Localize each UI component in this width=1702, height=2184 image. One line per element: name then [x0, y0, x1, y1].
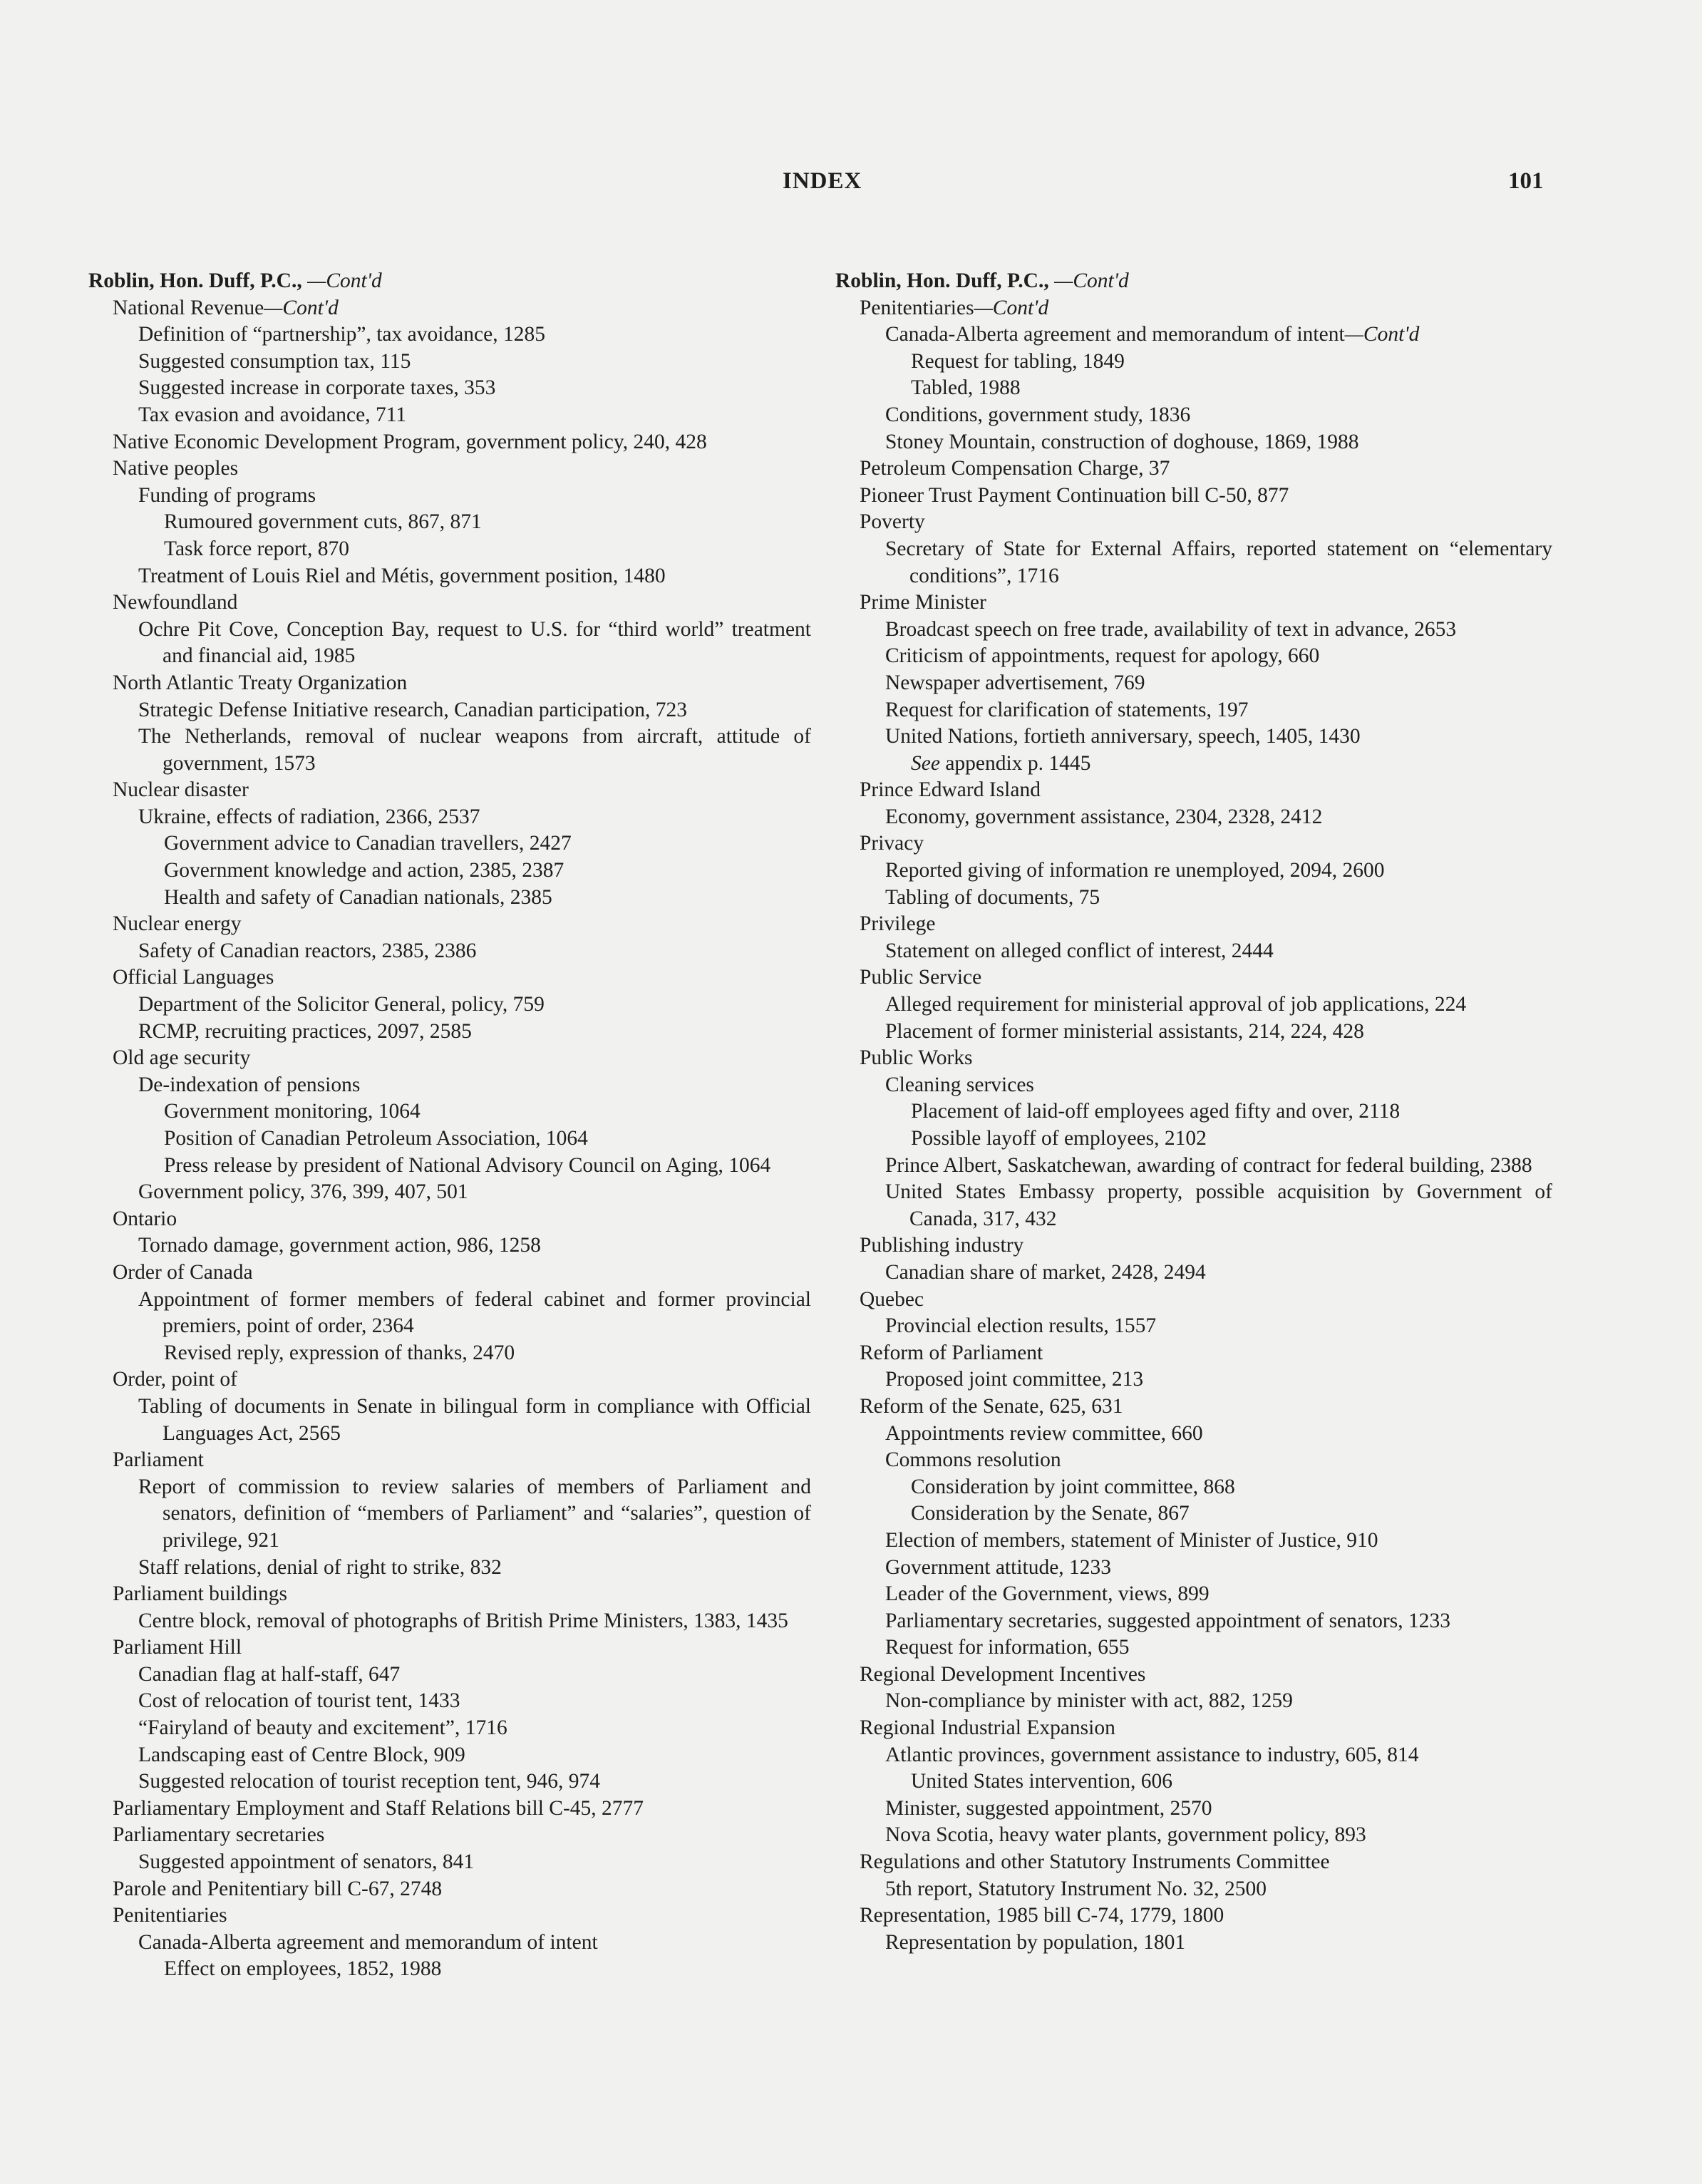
index-entry-text: Staff relations, denial of right to strike, 832 [138, 1555, 502, 1579]
index-entry [88, 1608, 811, 1635]
index-entry [835, 1662, 1552, 1689]
index-entry-text: Representation by population, 1801 [885, 1930, 1186, 1954]
index-entry-text: Provincial election results, 1557 [885, 1314, 1157, 1338]
index-entry-text: Privilege [860, 912, 936, 936]
index-entry [835, 429, 1552, 456]
index-entry [835, 536, 1552, 589]
index-entry-text: RCMP, recruiting practices, 2097, 2585 [138, 1019, 472, 1043]
index-entry [88, 1849, 811, 1876]
index-entry-text: Possible layoff of employees, 2102 [911, 1127, 1207, 1150]
index-entry-text: Reported giving of information re unemployed, 2094, 2600 [885, 859, 1385, 882]
index-entry [88, 1045, 811, 1072]
index-entry [88, 857, 811, 885]
index-entry-text: Canada-Alberta agreement and memorandum of intent [138, 1930, 598, 1954]
index-column-left [88, 268, 811, 1983]
index-entry-text: Prince Albert, Saskatchewan, awarding of contract for federal building, 2388 [885, 1153, 1532, 1177]
index-entry [88, 589, 811, 617]
index-entry [835, 1126, 1552, 1153]
index-entry-text: Government advice to Canadian travellers, 2427 [164, 832, 572, 855]
index-entry-text: Tabling of documents, 75 [885, 885, 1100, 909]
index-entry-text: Treatment of Louis Riel and Métis, government position, 1480 [138, 564, 666, 587]
index-entry-text: Parliament [113, 1448, 204, 1472]
index-entry-text: Alleged requirement for ministerial approval of job applications, 224 [885, 993, 1467, 1016]
index-entry [835, 1019, 1552, 1046]
index-entry [88, 402, 811, 429]
index-entry-text: Landscaping east of Centre Block, 909 [138, 1743, 465, 1766]
index-entry-text: United States Embassy property, possible acquisition by Government of Canada, 317, 432 [885, 1180, 1552, 1230]
index-entry [835, 723, 1552, 751]
index-entry [835, 697, 1552, 724]
index-entry-text: Government policy, 376, 399, 407, 501 [138, 1180, 468, 1204]
index-entry-text: Canadian flag at half-staff, 647 [138, 1662, 401, 1686]
index-entry-text: Ukraine, effects of radiation, 2366, 2537 [138, 805, 480, 828]
index-entry-text: Reform of the Senate, 625, 631 [860, 1394, 1123, 1418]
index-entry [88, 1474, 811, 1555]
index-entry-text: 5th report, Statutory Instrument No. 32, 2500 [885, 1877, 1267, 1900]
index-entry-text: Funding of programs [138, 483, 316, 507]
index-entry [88, 1902, 811, 1930]
index-entry [835, 349, 1552, 376]
index-entry-text: Newspaper advertisement, 769 [885, 671, 1145, 694]
index-entry [835, 1500, 1552, 1528]
index-entry-text: Tabling of documents in Senate in bilingual form in compliance with Official Languages Act, 2565 [138, 1394, 811, 1445]
index-entry [835, 643, 1552, 670]
index-entry [835, 1688, 1552, 1715]
index-entry-text: Task force report, 870 [164, 537, 350, 560]
index-entry-text: Criticism of appointments, request for apology, 660 [885, 644, 1320, 668]
index-entry [835, 1528, 1552, 1555]
index-entry [88, 455, 811, 483]
index-entry [835, 509, 1552, 536]
index-entry [88, 429, 811, 456]
index-entry-text: Cleaning services [885, 1073, 1034, 1096]
index-entry [835, 938, 1552, 965]
index-entry [88, 1098, 811, 1126]
index-entry [835, 1822, 1552, 1849]
index-entry-text: Suggested consumption tax, 115 [138, 349, 411, 373]
index-entry-text: Tornado damage, government action, 986, 1258 [138, 1234, 541, 1257]
index-entry-text: Regional Development Incentives [860, 1662, 1146, 1686]
index-entry [835, 1555, 1552, 1582]
index-entry-text: Native peoples [113, 457, 239, 480]
index-entry [88, 1206, 811, 1233]
index-entry [835, 1098, 1552, 1126]
index-entry [835, 1313, 1552, 1340]
index-entry [835, 777, 1552, 804]
index-entry [88, 1768, 811, 1796]
index-entry [835, 1045, 1552, 1072]
index-entry-text: Department of the Solicitor General, policy, 759 [138, 993, 545, 1016]
index-entry [88, 1796, 811, 1823]
index-entry [88, 1742, 811, 1769]
continued-marker: —Cont'd [1344, 323, 1420, 346]
index-entry [835, 617, 1552, 644]
index-entry-text: Official Languages [113, 966, 274, 989]
index-entry-text: Poverty [860, 510, 925, 534]
index-entry [88, 1126, 811, 1153]
index-entry-text: Broadcast speech on free trade, availability of text in advance, 2653 [885, 617, 1457, 641]
index-entry [835, 1715, 1552, 1742]
index-entry [835, 375, 1552, 402]
running-title: INDEX [783, 168, 862, 194]
index-entry-text: Nova Scotia, heavy water plants, government policy, 893 [885, 1823, 1366, 1847]
index-entry [835, 1742, 1552, 1769]
page-number: 101 [1508, 168, 1544, 194]
index-entry [835, 1581, 1552, 1608]
index-entry [835, 1232, 1552, 1260]
index-entry-text: Suggested increase in corporate taxes, 353 [138, 376, 496, 400]
index-entry-text: Roblin, Hon. Duff, P.C., [835, 269, 1055, 292]
index-entry [835, 670, 1552, 697]
index-entry-text: Strategic Defense Initiative research, Canadian participation, 723 [138, 698, 687, 721]
index-entry-text: Ochre Pit Cove, Conception Bay, request to U.S. for “third world” treatment and financial aid, 1985 [138, 617, 811, 668]
index-entry-text: Revised reply, expression of thanks, 2470 [164, 1341, 515, 1364]
index-entry [88, 1366, 811, 1394]
index-entry-text: Safety of Canadian reactors, 2385, 2386 [138, 939, 477, 962]
index-entry-text: Consideration by the Senate, 867 [911, 1502, 1190, 1525]
index-entry-text: Ontario [113, 1207, 177, 1230]
index-entry-text: Position of Canadian Petroleum Association, 1064 [164, 1127, 588, 1150]
index-entry [835, 1179, 1552, 1232]
index-entry-text: Petroleum Compensation Charge, 37 [860, 457, 1170, 480]
index-entry [88, 1340, 811, 1367]
index-entry [835, 268, 1552, 295]
index-entry-text: North Atlantic Treaty Organization [113, 671, 408, 694]
index-entry [835, 1930, 1552, 1957]
index-column-right [835, 268, 1552, 1956]
index-entry-text: Parliamentary secretaries, suggested appointment of senators, 1233 [885, 1609, 1450, 1632]
index-entry [835, 455, 1552, 483]
index-entry [88, 938, 811, 965]
index-entry-text: Commons resolution [885, 1448, 1061, 1472]
index-entry-text: Suggested relocation of tourist reception tent, 946, 974 [138, 1770, 601, 1793]
index-entry-text: Appointment of former members of federal cabinet and former provincial premiers, point of order, 2364 [138, 1287, 811, 1338]
index-entry-text: Quebec [860, 1287, 924, 1311]
index-entry-text: Canada-Alberta agreement and memorandum of intent [885, 323, 1345, 346]
index-entry-text: National Revenue [113, 296, 264, 319]
index-entry [835, 830, 1552, 857]
index-entry-text: Tabled, 1988 [911, 376, 1021, 400]
index-entry-text: Effect on employees, 1852, 1988 [164, 1957, 442, 1981]
index-entry-text: Native Economic Development Program, government policy, 240, 428 [113, 430, 707, 453]
index-entry-text: Public Works [860, 1046, 973, 1070]
index-entry [88, 830, 811, 857]
index-entry-text: United Nations, fortieth anniversary, speech, 1405, 1430 [885, 725, 1361, 748]
index-entry-text: Health and safety of Canadian nationals, 2385 [164, 885, 552, 909]
index-entry-text: Tax evasion and avoidance, 711 [138, 403, 407, 426]
index-entry [88, 617, 811, 670]
index-entry-text: Definition of “partnership”, tax avoidance, 1285 [138, 323, 545, 346]
index-entry [835, 991, 1552, 1019]
index-entry [835, 1340, 1552, 1367]
index-entry-text: Conditions, government study, 1836 [885, 403, 1191, 426]
index-entry [88, 1072, 811, 1099]
index-entry [88, 1447, 811, 1474]
index-entry-text: Statement on alleged conflict of interest, 2444 [885, 939, 1274, 962]
index-entry [88, 1876, 811, 1903]
index-entry-text: De-indexation of pensions [138, 1073, 361, 1096]
index-entry [835, 1634, 1552, 1662]
index-entry-text: Reform of Parliament [860, 1341, 1043, 1364]
index-entry-text: Leader of the Government, views, 899 [885, 1582, 1210, 1606]
index-entry-text: Penitentiaries [860, 296, 974, 319]
index-entry-text: Placement of former ministerial assistants, 214, 224, 428 [885, 1019, 1364, 1043]
index-entry-text: Old age security [113, 1046, 251, 1070]
index-entry-text: Pioneer Trust Payment Continuation bill C-50, 877 [860, 483, 1289, 507]
index-entry [835, 964, 1552, 991]
index-entry-text: Government monitoring, 1064 [164, 1100, 421, 1123]
index-entry-text: Secretary of State for External Affairs, reported statement on “elementary conditions”, 1716 [885, 537, 1552, 587]
index-entry [88, 1634, 811, 1662]
index-entry [88, 563, 811, 590]
index-entry [88, 375, 811, 402]
index-entry [835, 1474, 1552, 1501]
index-entry [88, 911, 811, 938]
index-entry-text: Parliamentary secretaries [113, 1823, 325, 1847]
index-entry-text: Order, point of [113, 1368, 237, 1391]
continued-marker: —Cont'd [264, 296, 339, 319]
index-entry-text: Press release by president of National Advisory Council on Aging, 1064 [164, 1153, 771, 1177]
index-entry-text: Representation, 1985 bill C-74, 1779, 1800 [860, 1904, 1224, 1927]
index-entry [88, 1715, 811, 1742]
index-entry-text: Penitentiaries [113, 1904, 227, 1927]
index-entry [88, 536, 811, 563]
index-entry-text: Parliament Hill [113, 1636, 242, 1659]
index-entry-text: United States intervention, 606 [911, 1770, 1173, 1793]
index-entry [835, 751, 1552, 778]
index-entry [835, 402, 1552, 429]
index-entry [835, 1072, 1552, 1099]
index-entry [835, 1153, 1552, 1180]
index-entry-text: Publishing industry [860, 1234, 1024, 1257]
index-entry-text: Stoney Mountain, construction of doghouse, 1869, 1988 [885, 430, 1359, 453]
index-entry [835, 1902, 1552, 1930]
index-entry [835, 1394, 1552, 1421]
index-entry [88, 1179, 811, 1206]
index-entry-text: Rumoured government cuts, 867, 871 [164, 510, 482, 534]
index-entry [835, 1287, 1552, 1314]
index-entry-text: Regulations and other Statutory Instruments Committee [860, 1850, 1330, 1874]
index-entry-text: Atlantic provinces, government assistance to industry, 605, 814 [885, 1743, 1419, 1766]
index-entry [88, 1688, 811, 1715]
index-entry [835, 483, 1552, 510]
index-entry [88, 295, 811, 322]
index-entry-text: Parole and Penitentiary bill C-67, 2748 [113, 1877, 443, 1900]
index-entry-text: Canadian share of market, 2428, 2494 [885, 1260, 1206, 1284]
continued-marker: —Cont'd [1054, 269, 1129, 292]
index-entry [835, 321, 1552, 349]
index-entry [835, 857, 1552, 885]
index-entry-text: The Netherlands, removal of nuclear weapons from aircraft, attitude of government, 1573 [138, 725, 811, 775]
index-entry-text: Roblin, Hon. Duff, P.C., [88, 269, 308, 292]
index-entry-text: Prince Edward Island [860, 778, 1041, 802]
page-header [0, 168, 1702, 204]
index-entry-text: Placement of laid-off employees aged fifty and over, 2118 [911, 1100, 1401, 1123]
index-entry [88, 1956, 811, 1983]
index-entry-text: Cost of relocation of tourist tent, 1433 [138, 1689, 460, 1713]
index-entry-text: Election of members, statement of Minister of Justice, 910 [885, 1528, 1378, 1552]
index-entry [835, 1849, 1552, 1876]
index-entry-text: “Fairyland of beauty and excitement”, 1716 [138, 1716, 507, 1740]
index-entry [88, 1822, 811, 1849]
index-entry [835, 911, 1552, 938]
index-entry [88, 670, 811, 697]
index-entry-text: Proposed joint committee, 213 [885, 1368, 1144, 1391]
index-entry-text: Economy, government assistance, 2304, 2328, 2412 [885, 805, 1323, 828]
index-entry [88, 723, 811, 777]
index-entry [88, 1260, 811, 1287]
index-entry [835, 1876, 1552, 1903]
index-entry [835, 885, 1552, 912]
index-entry-text: Request for clarification of statements, 197 [885, 698, 1249, 721]
index-entry [88, 349, 811, 376]
index-entry-text: Consideration by joint committee, 868 [911, 1475, 1235, 1498]
index-entry-text: Request for information, 655 [885, 1636, 1130, 1659]
index-entry [835, 1366, 1552, 1394]
see-reference: See [911, 751, 940, 775]
index-entry [88, 1930, 811, 1957]
index-entry-text: Report of commission to review salaries of members of Parliament and senators, definition of “members of Parliament” and “salaries”, question of privilege, 921 [138, 1475, 811, 1552]
index-entry [88, 885, 811, 912]
index-entry-text: Public Service [860, 966, 982, 989]
index-entry [88, 1662, 811, 1689]
continued-marker: —Cont'd [307, 269, 382, 292]
index-entry [88, 964, 811, 991]
index-entry [88, 483, 811, 510]
index-entry [835, 1768, 1552, 1796]
index-entry [88, 1581, 811, 1608]
index-entry [88, 1232, 811, 1260]
index-entry-text: Centre block, removal of photographs of British Prime Ministers, 1383, 1435 [138, 1609, 788, 1632]
index-entry [88, 1555, 811, 1582]
index-entry [835, 1447, 1552, 1474]
index-entry [88, 777, 811, 804]
index-entry [88, 991, 811, 1019]
index-entry-text: Government knowledge and action, 2385, 2387 [164, 859, 564, 882]
index-entry [88, 268, 811, 295]
index-entry-text: Regional Industrial Expansion [860, 1716, 1115, 1740]
index-entry [835, 1608, 1552, 1635]
index-entry [88, 1153, 811, 1180]
index-entry [835, 804, 1552, 831]
index-entry-text: Request for tabling, 1849 [911, 349, 1125, 373]
continued-marker: —Cont'd [974, 296, 1049, 319]
index-entry [835, 589, 1552, 617]
index-entry-text: Prime Minister [860, 591, 986, 614]
index-entry-text: Minister, suggested appointment, 2570 [885, 1796, 1212, 1820]
index-entry [835, 1421, 1552, 1448]
index-entry-text: appendix p. 1445 [939, 751, 1091, 775]
index-entry-text: Parliament buildings [113, 1582, 287, 1606]
index-entry-text: Privacy [860, 832, 924, 855]
index-entry-text: Nuclear energy [113, 912, 242, 936]
index-entry-text: Order of Canada [113, 1260, 253, 1284]
index-entry-text: Government attitude, 1233 [885, 1555, 1112, 1579]
index-entry [835, 295, 1552, 322]
index-entry [835, 1796, 1552, 1823]
index-entry [88, 697, 811, 724]
index-entry [88, 1287, 811, 1340]
index-entry-text: Nuclear disaster [113, 778, 249, 802]
index-entry-text: Suggested appointment of senators, 841 [138, 1850, 475, 1874]
index-entry [88, 804, 811, 831]
index-entry-text: Appointments review committee, 660 [885, 1421, 1203, 1445]
index-entry [88, 321, 811, 349]
index-entry-text: Newfoundland [113, 591, 238, 614]
index-entry-text: Parliamentary Employment and Staff Relations bill C-45, 2777 [113, 1796, 644, 1820]
index-entry-text: Non-compliance by minister with act, 882, 1259 [885, 1689, 1293, 1713]
index-entry [835, 1260, 1552, 1287]
index-entry [88, 1019, 811, 1046]
index-entry [88, 509, 811, 536]
index-entry [88, 1394, 811, 1447]
